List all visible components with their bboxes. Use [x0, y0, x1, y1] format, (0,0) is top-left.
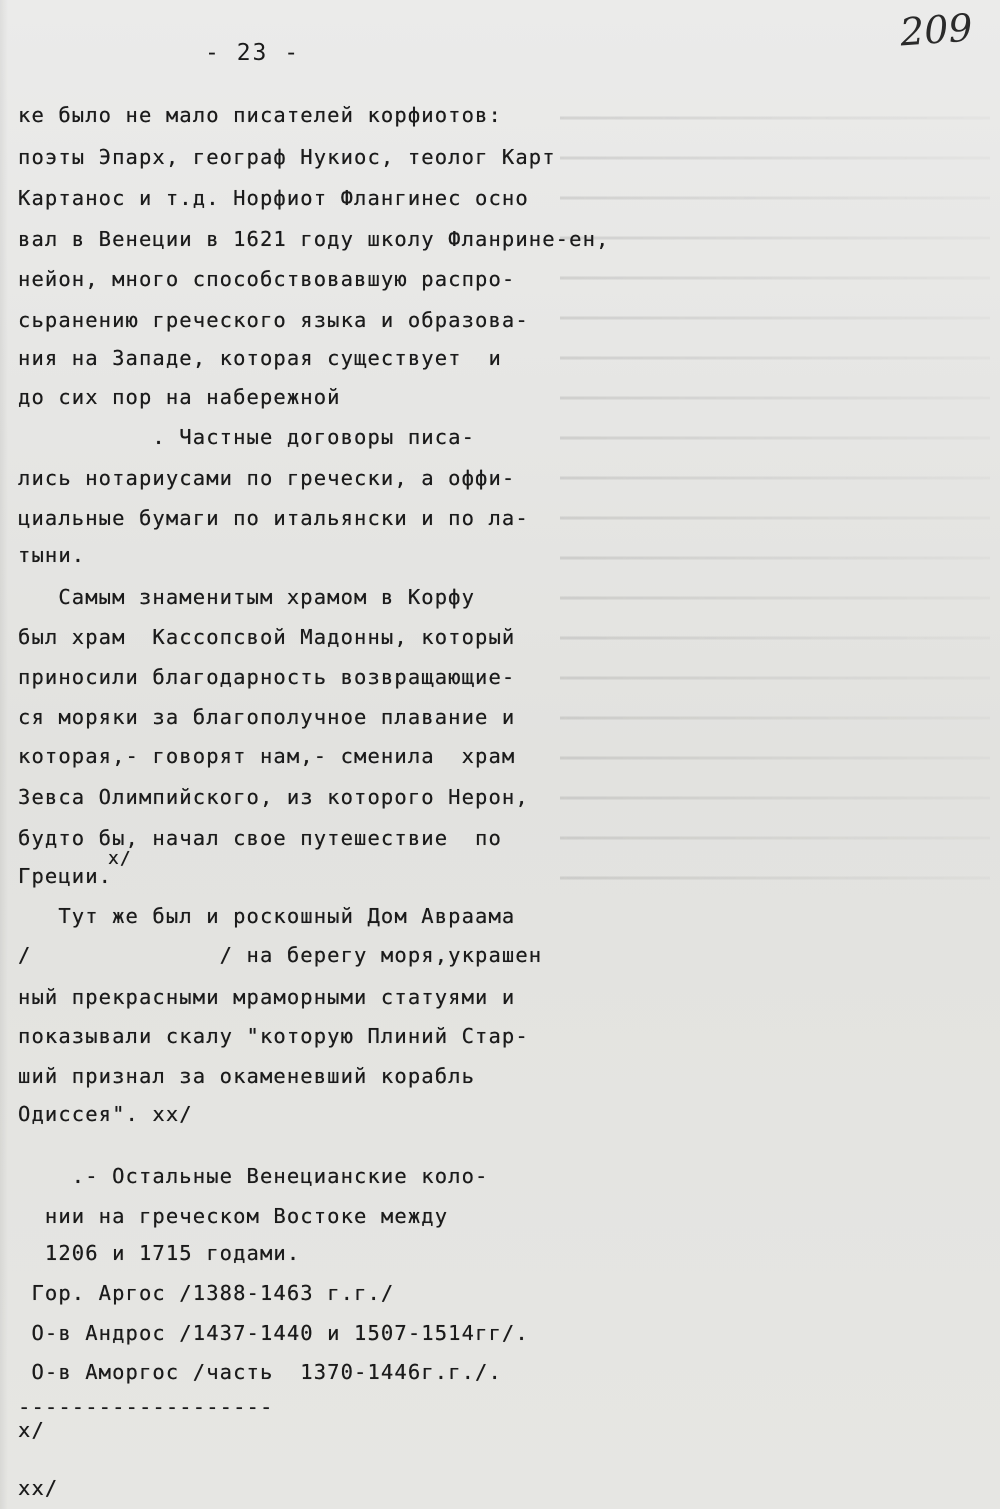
text-line: Картанос и т.д. Норфиот Флангинес осно [18, 186, 529, 210]
list-item: О-в Аморгос /часть 1370-1446г.г./. [18, 1360, 502, 1384]
text-line: ший признал за окаменевший корабль [18, 1064, 476, 1088]
footnote-separator: ------------------- [18, 1395, 274, 1419]
page-number: - 23 - [205, 40, 301, 66]
text-line: ния на Западе, которая существует и [18, 346, 502, 370]
section-heading-line: нии на греческом Востоке между [18, 1204, 449, 1228]
text-line: . Частные договоры писа- [18, 425, 476, 449]
text-line: вал в Венеции в 1621 году школу Фланрине-ен, [18, 227, 610, 251]
section-heading-line: 1206 и 1715 годами. [18, 1241, 301, 1265]
text-line: ся моряки за благополучное плавание и [18, 705, 516, 729]
text-line: показывали скалу "которую Плиний Стар- [18, 1024, 529, 1048]
footnote-marker: x/ [108, 848, 132, 869]
text-line: Греции. [18, 864, 113, 888]
text-line: Одиссея". xx/ [18, 1102, 193, 1126]
text-line: приносили благодарность возвращающие- [18, 665, 516, 689]
text-line: Тут же был и роскошный Дом Авраама [18, 904, 516, 928]
text-line: лись нотариусами по гречески, а оффи- [18, 466, 516, 490]
text-line: / / на берегу моря,украшен [18, 943, 543, 967]
text-line: нейон, много способствовавшую распро- [18, 267, 516, 291]
text-line: до сих пор на набережной [18, 385, 341, 409]
text-line: ный прекрасными мраморными статуями и [18, 985, 516, 1009]
text-line: поэты Эпарх, географ Нукиос, теолог Карт [18, 145, 556, 169]
bleed-through-text [560, 90, 990, 910]
footnote-xx: xx/ [18, 1476, 59, 1500]
archive-number: 209 [898, 5, 974, 55]
text-line: тыни. [18, 543, 86, 567]
text-line: будто бы, начал свое путешествие по [18, 826, 502, 850]
text-line: Зевса Олимпийского, из которого Нерон, [18, 785, 529, 809]
text-line: которая,- говорят нам,- сменила храм [18, 744, 516, 768]
list-item: Гор. Аргос /1388-1463 г.г./ [18, 1281, 395, 1305]
text-line: циальные бумаги по итальянски и по ла- [18, 506, 529, 530]
footnote-x: x/ [18, 1418, 45, 1442]
text-line: был храм Кассопсвой Мадонны, который [18, 625, 516, 649]
text-line: сьранению греческого языка и образова- [18, 308, 529, 332]
list-item: О-в Андрос /1437-1440 и 1507-1514гг/. [18, 1321, 529, 1345]
text-line: Самым знаменитым храмом в Корфу [18, 585, 476, 609]
section-heading-line: .- Остальные Венецианские коло- [18, 1164, 489, 1188]
text-line: ке было не мало писателей корфиотов: [18, 103, 502, 127]
